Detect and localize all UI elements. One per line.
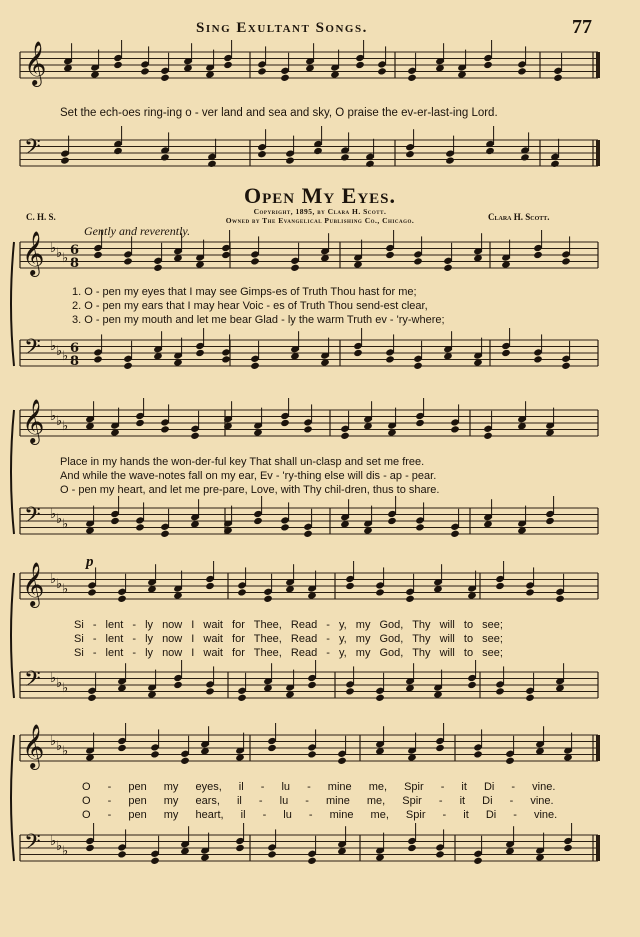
system-2-treble-note-head bbox=[135, 419, 145, 427]
system-2-treble-note-head bbox=[340, 432, 350, 440]
system-2-treble-note-head bbox=[280, 419, 290, 427]
bass-clef: 𝄢 bbox=[24, 135, 41, 165]
system-2-treble-note-head bbox=[303, 425, 313, 433]
system-4-bass-note-head bbox=[563, 844, 573, 852]
page-number: 77 bbox=[572, 16, 592, 38]
top-bass-note-head bbox=[405, 150, 415, 158]
system-4-bass-note-head bbox=[473, 857, 483, 865]
system-4-bass-final-barline-thick bbox=[596, 835, 600, 861]
system-1-treble-note-head bbox=[533, 251, 543, 259]
system-4-treble-note-head bbox=[505, 757, 515, 765]
system-3-treble-note-head bbox=[525, 588, 535, 596]
system-3-key-flat: ♭ bbox=[62, 582, 69, 597]
system-3-bass-clef: 𝄢 bbox=[24, 667, 41, 697]
system-4-bass-note-head bbox=[407, 844, 417, 852]
system-3-bass-note-head bbox=[375, 694, 385, 702]
system-2-bass-note-head bbox=[450, 530, 460, 538]
system-1-key-flat-bass: ♭ bbox=[50, 339, 57, 354]
system-4-treble-note-head bbox=[473, 750, 483, 758]
verse-b-line-1: Place in my hands the won-der-ful key That shall un-clasp and set me free. bbox=[60, 456, 425, 468]
system-4-treble-note-head bbox=[117, 744, 127, 752]
top-bass-note-head bbox=[207, 160, 217, 168]
system-2-brace bbox=[11, 410, 14, 534]
system-3-bass-note-head bbox=[307, 681, 317, 689]
system-1-bass-note-head bbox=[250, 362, 260, 370]
system-1-bass-note-head bbox=[413, 362, 423, 370]
system-4-bass-note-head bbox=[85, 844, 95, 852]
top-treble-note-head bbox=[355, 61, 365, 69]
system-1-key-flat-bass: ♭ bbox=[62, 349, 69, 364]
system-4-key-flat: ♭ bbox=[50, 734, 57, 749]
system-3-treble-note-head bbox=[495, 582, 505, 590]
verse-d-line-3: O - pen my heart, il - lu - mine me, Spir - it Di - vine. bbox=[82, 809, 558, 821]
system-1-treble-note-head bbox=[561, 257, 571, 265]
system-1-bass-clef: 𝄢 bbox=[24, 335, 41, 365]
system-3-treble-clef: 𝄞 bbox=[22, 562, 45, 606]
system-3-key-flat: ♭ bbox=[50, 572, 57, 587]
hymn-title: Open My Eyes. bbox=[243, 183, 397, 208]
publisher-line: Owned by The Evangelical Publishing Co., Chicago. bbox=[225, 216, 415, 225]
system-4-bass-note-head bbox=[150, 857, 160, 865]
top-treble-note-head bbox=[140, 67, 150, 75]
top-bass-final-barline-thick bbox=[596, 140, 600, 166]
system-4-treble-final-barline-thick bbox=[596, 735, 600, 761]
top-treble-note-head bbox=[257, 67, 267, 75]
top-treble-note-head bbox=[483, 61, 493, 69]
system-2-bass-note-head bbox=[160, 530, 170, 538]
top-treble-note-head bbox=[160, 74, 170, 82]
top-treble-note-head bbox=[113, 61, 123, 69]
system-1-treble-note-head bbox=[250, 257, 260, 265]
verse-c-line-2: Si - lent - ly now I wait for Thee, Read - y, my God, Thy will to see; bbox=[74, 633, 503, 645]
verse-c-line-1: Si - lent - ly now I wait for Thee, Read - y, my God, Thy will to see; bbox=[74, 619, 503, 631]
system-2-key-flat: ♭ bbox=[62, 419, 69, 434]
system-1-treble-note-head bbox=[93, 251, 103, 259]
top-treble-note-head bbox=[517, 67, 527, 75]
system-2-bass-note-head bbox=[545, 517, 555, 525]
system-1-treble-note-head bbox=[413, 257, 423, 265]
dynamic-marking: p bbox=[86, 554, 94, 570]
time-signature-top-bass: 6 bbox=[70, 341, 80, 356]
system-3-key-flat-bass: ♭ bbox=[56, 676, 63, 691]
verse-c-line-3: Si - lent - ly now I wait for Thee, Read - y, my God, Thy will to see; bbox=[74, 647, 503, 659]
verse-a-line-1: 1. O - pen my eyes that I may see Gimps-es of Truth Thou hast for me; bbox=[72, 286, 417, 298]
system-2-treble-note-head bbox=[160, 425, 170, 433]
system-2-bass-note-head bbox=[415, 523, 425, 531]
verse-b-line-3: O - pen my heart, and let me pre-pare, Love, with Thy chil-dren, thus to share. bbox=[60, 484, 440, 496]
top-bass-note-head bbox=[340, 153, 350, 161]
system-4-key-flat: ♭ bbox=[62, 744, 69, 759]
system-1-bass-note-head bbox=[533, 355, 543, 363]
system-1-treble-note-head bbox=[153, 264, 163, 272]
composer-credit: Clara H. Scott. bbox=[488, 212, 550, 222]
system-3-treble-note-head bbox=[117, 595, 127, 603]
system-3-bass-note-head bbox=[345, 687, 355, 695]
top-treble-note-head bbox=[280, 74, 290, 82]
system-1-bass-note-head bbox=[385, 355, 395, 363]
system-4-bass-note-head bbox=[307, 857, 317, 865]
system-1-bass-note-head bbox=[221, 355, 231, 363]
system-2-key-flat-bass: ♭ bbox=[62, 517, 69, 532]
system-4-bass-note-head bbox=[267, 850, 277, 858]
intro-lyric-line: Set the ech-oes ring-ing o - ver land and sea and sky, O praise the ev-er-last-ing Lord. bbox=[60, 107, 498, 119]
system-3-brace bbox=[11, 573, 14, 698]
system-2-bass-note-head bbox=[135, 523, 145, 531]
verse-a-line-2: 2. O - pen my ears that I may hear Voic - es of Truth Thou send-est clear, bbox=[72, 300, 428, 312]
top-bass-note-head bbox=[313, 147, 323, 155]
time-signature-bottom: 8 bbox=[70, 256, 80, 271]
verse-b-line-2: And while the wave-notes fall on my ear, Ev - 'ry-thing else will dis - ap - pear. bbox=[60, 470, 437, 482]
system-3-key-flat: ♭ bbox=[56, 577, 63, 592]
system-2-treble-note-head bbox=[483, 432, 493, 440]
system-1-key-flat-bass: ♭ bbox=[56, 344, 63, 359]
top-treble-note-head bbox=[553, 74, 563, 82]
system-4-treble-note-head bbox=[435, 744, 445, 752]
system-3-bass-note-head bbox=[205, 687, 215, 695]
system-2-key-flat: ♭ bbox=[56, 414, 63, 429]
system-4-bass-note-head bbox=[435, 850, 445, 858]
system-4-treble-note-head bbox=[150, 750, 160, 758]
system-1-key-flat: ♭ bbox=[56, 246, 63, 261]
system-1-key-flat: ♭ bbox=[62, 251, 69, 266]
system-2-key-flat: ♭ bbox=[50, 409, 57, 424]
system-3-bass-note-head bbox=[525, 694, 535, 702]
system-3-treble-note-head bbox=[205, 582, 215, 590]
top-treble-final-barline-thick bbox=[596, 52, 600, 78]
treble-clef: 𝄞 bbox=[24, 41, 47, 85]
top-bass-note-head bbox=[520, 153, 530, 161]
top-bass-note-head bbox=[445, 156, 455, 164]
system-1-bass-note-head bbox=[501, 349, 511, 357]
system-2-treble-note-head bbox=[190, 432, 200, 440]
tempo-marking: Gently and reverently. bbox=[84, 224, 191, 238]
system-2-key-flat-bass: ♭ bbox=[50, 507, 57, 522]
system-3-bass-note-head bbox=[87, 694, 97, 702]
top-bass-note-head bbox=[365, 160, 375, 168]
system-2-bass-clef: 𝄢 bbox=[24, 503, 41, 533]
system-2-bass-note-head bbox=[280, 523, 290, 531]
time-signature-bottom-bass: 8 bbox=[70, 354, 80, 369]
top-treble-note-head bbox=[407, 74, 417, 82]
system-4-treble-clef: 𝄞 bbox=[22, 724, 45, 768]
top-treble-note-head bbox=[223, 61, 233, 69]
system-3-key-flat-bass: ♭ bbox=[62, 681, 69, 696]
system-3-treble-note-head bbox=[405, 595, 415, 603]
system-1-treble-note-head bbox=[221, 251, 231, 259]
system-4-treble-note-head bbox=[267, 744, 277, 752]
system-2-treble-note-head bbox=[415, 419, 425, 427]
system-2-treble-clef: 𝄞 bbox=[22, 399, 45, 443]
top-bass-note-head bbox=[550, 160, 560, 168]
top-bass-note-head bbox=[485, 147, 495, 155]
system-1-treble-note-head bbox=[123, 257, 133, 265]
verse-d-line-1: O - pen my eyes, il - lu - mine me, Spir - it Di - vine. bbox=[82, 781, 556, 793]
system-1-key-flat: ♭ bbox=[50, 241, 57, 256]
top-bass-note-head bbox=[285, 156, 295, 164]
system-4-key-flat-bass: ♭ bbox=[50, 834, 57, 849]
system-1-bass-note-head bbox=[561, 362, 571, 370]
top-bass-note-head bbox=[257, 150, 267, 158]
system-2-treble-note-head bbox=[450, 425, 460, 433]
system-4-key-flat-bass: ♭ bbox=[56, 839, 63, 854]
copyright-line: Copyright, 1895, by Clara H. Scott. bbox=[253, 207, 387, 216]
system-4-bass-note-head bbox=[235, 844, 245, 852]
system-3-treble-note-head bbox=[87, 588, 97, 596]
system-3-treble-note-head bbox=[375, 588, 385, 596]
system-1-treble-note-head bbox=[385, 251, 395, 259]
system-1-treble-clef: 𝄞 bbox=[22, 231, 45, 275]
system-2-bass-note-head bbox=[303, 530, 313, 538]
system-3-treble-note-head bbox=[263, 595, 273, 603]
system-1-treble-note-head bbox=[443, 264, 453, 272]
system-1-treble-note-head bbox=[290, 264, 300, 272]
system-1-bass-note-head bbox=[93, 355, 103, 363]
system-2-key-flat-bass: ♭ bbox=[56, 512, 63, 527]
system-4-treble-note-head bbox=[307, 750, 317, 758]
verse-d-line-2: O - pen my ears, il - lu - mine me, Spir - it Di - vine. bbox=[82, 795, 554, 807]
system-2-bass-note-head bbox=[253, 517, 263, 525]
system-3-treble-note-head bbox=[345, 582, 355, 590]
system-1-brace bbox=[11, 242, 14, 366]
system-3-treble-note-head bbox=[237, 588, 247, 596]
system-4-treble-note-head bbox=[337, 757, 347, 765]
system-4-treble-note-head bbox=[180, 757, 190, 765]
system-4-bass-note-head bbox=[117, 850, 127, 858]
system-3-bass-note-head bbox=[173, 681, 183, 689]
system-1-bass-note-head bbox=[195, 349, 205, 357]
system-4-key-flat-bass: ♭ bbox=[62, 844, 69, 859]
top-bass-note-head bbox=[113, 147, 123, 155]
top-treble-note-head bbox=[377, 67, 387, 75]
system-2-bass-note-head bbox=[110, 517, 120, 525]
system-3-bass-note-head bbox=[495, 687, 505, 695]
top-bass-note-head bbox=[160, 153, 170, 161]
system-1-bass-note-head bbox=[123, 362, 133, 370]
running-title: Sing Exultant Songs. bbox=[196, 20, 368, 36]
system-4-brace bbox=[11, 735, 14, 861]
system-3-key-flat-bass: ♭ bbox=[50, 671, 57, 686]
system-1-bass-note-head bbox=[353, 349, 363, 357]
system-2-bass-note-head bbox=[387, 517, 397, 525]
system-3-bass-note-head bbox=[237, 694, 247, 702]
top-bass-note-head bbox=[60, 156, 70, 164]
verse-a-line-3: 3. O - pen my mouth and let me bear Glad - ly the warm Truth ev - 'ry-where; bbox=[72, 314, 445, 326]
time-signature-top: 6 bbox=[70, 243, 80, 258]
system-3-bass-note-head bbox=[467, 681, 477, 689]
author-initials: C. H. S. bbox=[26, 212, 56, 222]
system-4-key-flat: ♭ bbox=[56, 739, 63, 754]
system-4-bass-clef: 𝄢 bbox=[24, 830, 41, 860]
system-3-treble-note-head bbox=[555, 595, 565, 603]
